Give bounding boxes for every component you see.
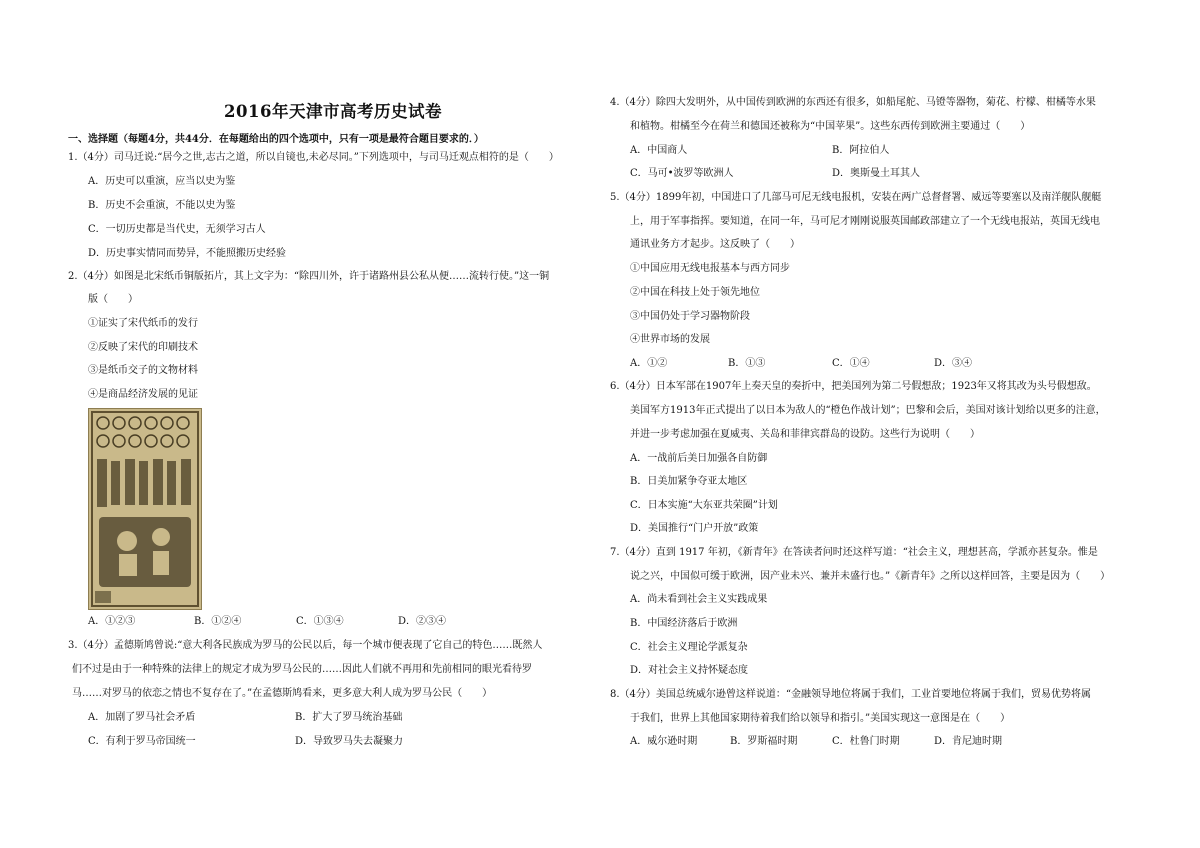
- q2-statement-4: ④是商品经济发展的见证: [88, 389, 198, 400]
- q4-option-a[interactable]: A．中国商人: [630, 145, 688, 156]
- q5-stem-line3: 通讯业务方才起步。这反映了（ ）: [630, 239, 800, 250]
- q8-stem-line2: 于我们，世界上其他国家期待着我们给以领导和指引。”美国实现这一意图是在（ ）: [630, 713, 1011, 724]
- q1-option-b[interactable]: B．历史不会重演，不能以史为鉴: [88, 200, 236, 211]
- q6-stem-line1: 6.（4分）日本军部在1907年上奏天皇的奏折中，把美国列为第二号假想敌；1923年又将其改为头号假想敌。: [610, 381, 1097, 392]
- q5-stem-line1: 5.（4分）1899年初，中国进口了几部马可尼无线电报机，安装在两广总督督署、威远等要塞以及南洋舰队舰艇: [610, 192, 1102, 203]
- q2-option-b[interactable]: B．①②④: [194, 616, 242, 627]
- q5-stem-line2: 上，用于军事指挥。要知道，在同一年，马可尼才刚刚说服英国邮政部建立了一个无线电报站，英国无线电: [630, 216, 1100, 227]
- q1-stem: 1.（4分）司马迁说:“居今之世,志古之道，所以自镜也,未必尽同。”下列选项中，与司马迁观点相符的是（ ）: [68, 152, 559, 163]
- banknote-drawing: [89, 409, 201, 609]
- q6-option-d[interactable]: D．美国推行“门户开放”政策: [630, 523, 759, 534]
- q8-option-a[interactable]: A．威尔逊时期: [630, 736, 698, 747]
- q8-option-d[interactable]: D．肯尼迪时期: [934, 736, 1003, 747]
- q3-option-c[interactable]: C．有利于罗马帝国统一: [88, 736, 196, 747]
- q5-option-b[interactable]: B．①③: [728, 358, 766, 369]
- q1-option-d[interactable]: D．历史事实情同而势异，不能照搬历史经验: [88, 248, 287, 259]
- q6-option-c[interactable]: C．日本实施“大东亚共荣圈”计划: [630, 500, 778, 511]
- q7-stem-line2: 说之兴，中国似可缓于欧洲，因产业未兴、兼并未盛行也。”《新青年》之所以这样回答，主要是因为（ ）: [630, 571, 1111, 582]
- q7-option-b[interactable]: B．中国经济落后于欧洲: [630, 618, 738, 629]
- q2-statement-1: ①证实了宋代纸币的发行: [88, 318, 198, 329]
- q7-option-c[interactable]: C．社会主义理论学派复杂: [630, 642, 748, 653]
- q3-option-b[interactable]: B．扩大了罗马统治基础: [295, 712, 403, 723]
- q3-option-a[interactable]: A．加剧了罗马社会矛盾: [88, 712, 196, 723]
- q3-stem-line3: 马……对罗马的依恋之情也不复存在了。”在孟德斯鸠看来，更多意大利人成为罗马公民（ ）: [72, 688, 493, 699]
- q5-option-a[interactable]: A．①②: [630, 358, 668, 369]
- q6-stem-line2: 美国军方1913年正式提出了以日本为敌人的“橙色作战计划”；巴黎和会后，美国对该计划给以更多的注意，: [630, 405, 1106, 416]
- q6-stem-line3: 并进一步考虑加强在夏威夷、关岛和菲律宾群岛的设防。这些行为说明（ ）: [630, 429, 980, 440]
- q2-stem-line1: 2.（4分）如图是北宋纸币铜版拓片，其上文字为：“除四川外，许于诸路州县公私从便……流转行使。”这一铜: [68, 271, 550, 282]
- q3-stem-line2: 们不过是由于一种特殊的法律上的规定才成为罗马公民的……因此人们就不再用和先前相同的眼光看待罗: [72, 664, 532, 675]
- page-title: 2016年天津市高考历史试卷: [224, 102, 442, 121]
- q7-option-d[interactable]: D．对社会主义持怀疑态度: [630, 665, 749, 676]
- q2-statement-3: ③是纸币交子的文物材料: [88, 365, 198, 376]
- q2-option-c[interactable]: C．①③④: [296, 616, 344, 627]
- q4-stem-line1: 4.（4分）除四大发明外，从中国传到欧洲的东西还有很多，如船尾舵、马镫等器物，菊花、柠檬、柑橘等水果: [610, 97, 1096, 108]
- q8-option-c[interactable]: C．杜鲁门时期: [832, 736, 900, 747]
- q4-option-c[interactable]: C．马可•波罗等欧洲人: [630, 168, 734, 179]
- song-banknote-image: [88, 408, 202, 610]
- q2-option-a[interactable]: A．①②③: [88, 616, 136, 627]
- q4-stem-line2: 和植物。柑橘至今在荷兰和德国还被称为“中国苹果”。这些东西传到欧洲主要通过（ ）: [630, 121, 1031, 132]
- q3-stem-line1: 3.（4分）孟德斯鸠曾说:“意大利各民族成为罗马的公民以后，每一个城市便表现了它自己的特色……既然人: [68, 640, 543, 651]
- q2-stem-line2: 版（ ）: [88, 294, 138, 305]
- q5-statement-4: ④世界市场的发展: [630, 334, 710, 345]
- q5-option-d[interactable]: D．③④: [934, 358, 973, 369]
- q8-stem-line1: 8.（4分）美国总统威尔逊曾这样说道：“金融领导地位将属于我们，工业首要地位将属于我们，贸易优势将属: [610, 689, 1092, 700]
- q6-option-b[interactable]: B．日美加紧争夺亚太地区: [630, 476, 748, 487]
- q5-statement-2: ②中国在科技上处于领先地位: [630, 287, 760, 298]
- q5-option-c[interactable]: C．①④: [832, 358, 870, 369]
- q5-statement-1: ①中国应用无线电报基本与西方同步: [630, 263, 790, 274]
- q2-option-d[interactable]: D．②③④: [398, 616, 447, 627]
- q3-option-d[interactable]: D．导致罗马失去凝聚力: [295, 736, 404, 747]
- q4-option-d[interactable]: D．奥斯曼土耳其人: [832, 168, 921, 179]
- q8-option-b[interactable]: B．罗斯福时期: [730, 736, 798, 747]
- q2-statement-2: ②反映了宋代的印刷技术: [88, 342, 198, 353]
- section-heading: 一、选择题（每题4分，共44分．在每题给出的四个选项中，只有一项是最符合题目要求的．）: [68, 134, 484, 145]
- q4-option-b[interactable]: B．阿拉伯人: [832, 145, 890, 156]
- q6-option-a[interactable]: A．一战前后美日加强各自防御: [630, 453, 768, 464]
- q7-option-a[interactable]: A．尚未看到社会主义实践成果: [630, 594, 768, 605]
- q1-option-c[interactable]: C．一切历史都是当代史，无须学习古人: [88, 224, 266, 235]
- q1-option-a[interactable]: A．历史可以重演，应当以史为鉴: [88, 176, 236, 187]
- q7-stem-line1: 7.（4分）直到 1917 年初，《新青年》在答读者问时还这样写道：“社会主义，理想甚高，学派亦甚复杂。惟是: [610, 547, 1098, 558]
- q5-statement-3: ③中国仍处于学习器物阶段: [630, 311, 750, 322]
